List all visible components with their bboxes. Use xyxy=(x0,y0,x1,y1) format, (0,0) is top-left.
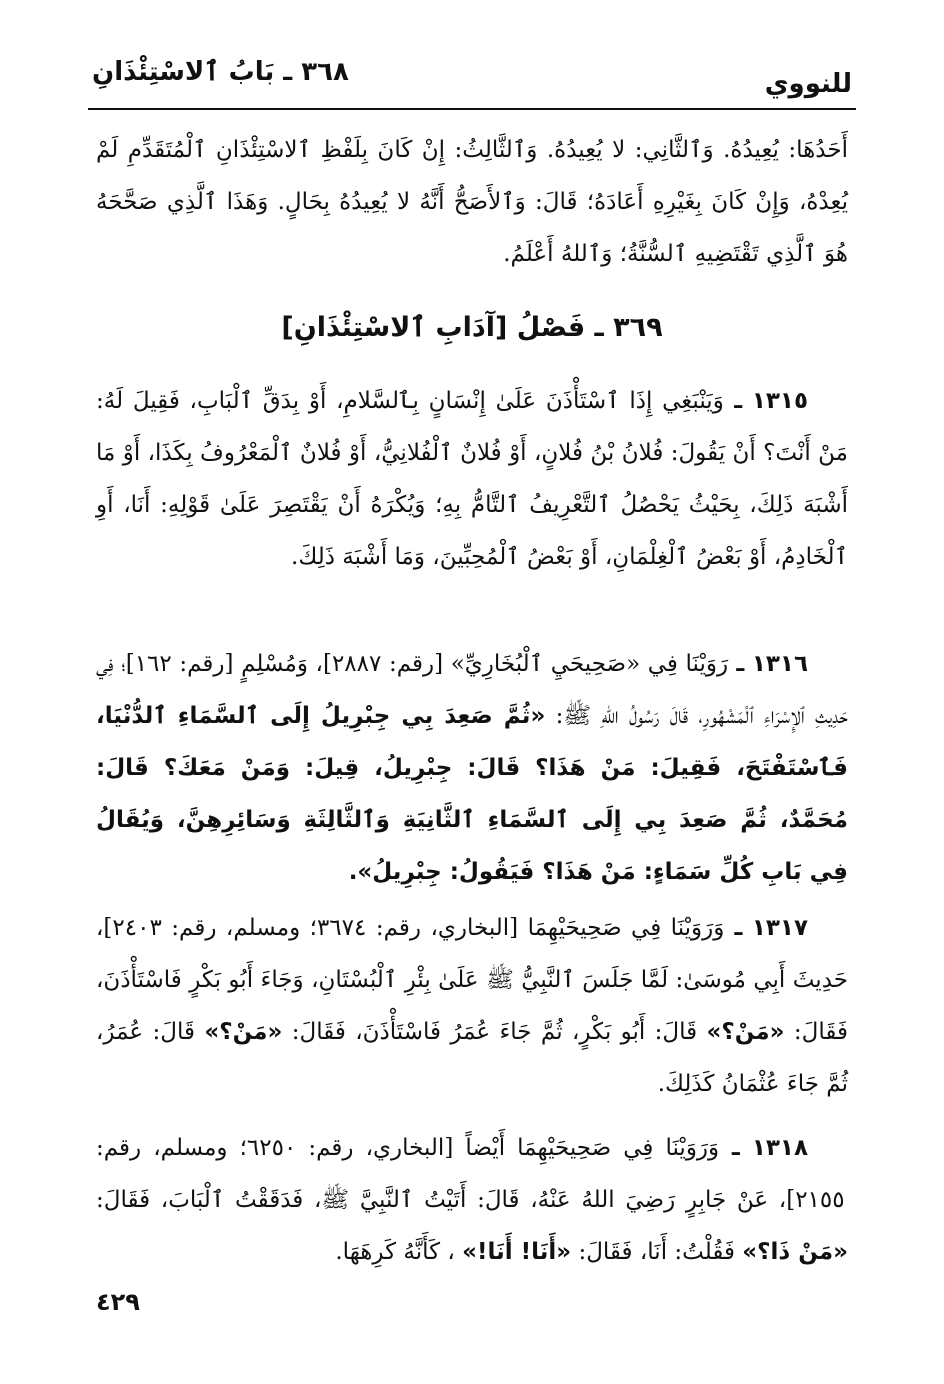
paragraph-1316 xyxy=(96,638,848,898)
paragraph-lead: وَرَوَيْنَا فِي صَحِيحَيْهِمَا [البخاري، رقم: ٣٦٧٤؛ ومسلم، رقم: ٢٤٠٣]، حَدِيثَ أَبِي مُوسَىٰ: لَمَّا جَلَسَ ٱلنَّبِيُّ ﷺ عَلَىٰ بِئْرِ ٱلْبُسْتَانِ، وَجَاءَ أَبُو بَكْرٍ فَاسْتَأْذَنَ، فَقَالَ: xyxy=(96,915,848,1045)
section-heading: ٣٦٩ ـ فَصْلُ [آدَابِ ٱلاسْتِئْذَانِ] xyxy=(281,312,663,343)
number-dash: ـ xyxy=(719,1135,740,1161)
intro-paragraph xyxy=(96,124,848,280)
paragraph-tail: ، كَأَنَّهُ كَرِهَهَا. xyxy=(335,1239,455,1265)
header-divider xyxy=(88,108,856,110)
page-number: ٤٢٩ xyxy=(96,1288,140,1316)
number-dash: ـ xyxy=(724,915,743,941)
paragraph-number: ١٣١٨ xyxy=(751,1135,808,1161)
paragraph-1317 xyxy=(96,902,848,1110)
hadith-quote: «ثُمَّ صَعِدَ بِي جِبْرِيلُ إِلَى ٱلسَّمَاءِ ٱلدُّنْيَا، فَٱسْتَفْتَحَ، فَقِيلَ: مَنْ هَذَا؟ قَالَ: جِبْرِيلُ، قِيلَ: وَمَنْ مَعَكَ؟ قَالَ: مُحَمَّدٌ، ثُمَّ صَعِدَ بِي إِلَى ٱلسَّمَاءِ ٱلثَّانِيَةِ وَٱلثَّالِثَةِ وَسَائِرِهِنَّ، وَيُقَالُ فِي بَابِ كُلِّ سَمَاءٍ: مَنْ هَذَا؟ فَيَقُولُ: جِبْرِيلُ». xyxy=(96,703,848,885)
quote-who-is-it: «مَنْ ذَا؟» xyxy=(742,1239,848,1265)
quote-who-2: «مَنْ؟» xyxy=(204,1019,283,1045)
paragraph-number: ١٣١٥ xyxy=(751,388,808,414)
paragraph-middle: فَقُلْتُ: أَنَا، فَقَالَ: xyxy=(571,1239,735,1265)
paragraph-1315 xyxy=(96,375,848,583)
paragraph-lead: وَرَوَيْنَا فِي صَحِيحَيْهِمَا أَيْضاً [البخاري، رقم: ٦٢٥٠؛ ومسلم، رقم: ٢١٥٥]، عَنْ جَابِرٍ رَضِيَ اللهُ عَنْهُ، قَالَ: أَتَيْتُ ٱلنَّبِيَّ ﷺ، فَدَقَقْتُ ٱلْبَابَ، فَقَالَ: xyxy=(96,1135,845,1213)
paragraph-number: ١٣١٧ xyxy=(751,915,808,941)
quote-who-1: «مَنْ؟» xyxy=(706,1019,785,1045)
paragraph-number: ١٣١٦ xyxy=(751,651,809,677)
quote-me-me: «أَنَا! أَنَا!» xyxy=(462,1239,572,1265)
book-title: للنووي xyxy=(764,69,852,99)
paragraph-text: وَيَنْبَغِي إِذَا ٱسْتَأْذَنَ عَلَىٰ إِنْسَانٍ بِٱلسَّلامِ، أَوْ بِدَقِّ ٱلْبَابِ، فَقِيلَ لَهُ: مَنْ أَنْتَ؟ أَنْ يَقُولَ: فُلانُ بْنُ فُلانٍ، أَوْ فُلانٌ ٱلْفُلانِيُّ، أَوْ فُلانٌ ٱلْمَعْرُوفُ بِكَذَا، أَوْ مَا أَشْبَهَ ذَلِكَ، بِحَيْثُ يَحْصُلُ ٱلتَّعْرِيفُ ٱلتَّامُّ بِهِ؛ وَيُكْرَهُ أَنْ يَقْتَصِرَ عَلَىٰ قَوْلِهِ: أَنَا، أَوِ ٱلْخَادِمُ، أَوْ بَعْضُ ٱلْغِلْمَانِ، أَوْ بَعْضُ ٱلْمُحِبِّينَ، وَمَا أَشْبَهَ ذَلِكَ. xyxy=(96,388,848,570)
paragraph-tail: قَالَ: عُمَرُ، ثُمَّ جَاءَ عُثْمَانُ كَذَلِكَ. xyxy=(96,1019,848,1097)
number-dash: ـ xyxy=(728,651,745,677)
paragraph-lead: رَوَيْنَا فِي «صَحِيحَيِ ٱلْبُخَارِيِّ» [رقم: ٢٨٨٧]، وَمُسْلِمٍ [رقم: ١٦٢]؛ فِي حَدِيثِ ٱلإِسْرَاءِ ٱلْمَشْهُورِ، قَالَ رَسُولُ اللهِ ﷺ: xyxy=(96,651,848,729)
paragraph-middle: قَالَ: أَبُو بَكْرٍ، ثُمَّ جَاءَ عُمَرُ فَاسْتَأْذَنَ، فَقَالَ: xyxy=(282,1019,698,1045)
paragraph-1318 xyxy=(96,1122,848,1278)
number-dash: ـ xyxy=(723,388,743,414)
intro-paragraph-text: أَحَدُهَا: يُعِيدُهُ. وَٱلثَّانِي: لا يُعِيدُهُ. وَٱلثَّالِثُ: إِنْ كَانَ بِلَفْظِ ٱلاسْتِئْذَانِ ٱلْمُتَقَدِّمِ لَمْ يُعِدْهُ، وَإِنْ كَانَ بِغَيْرِهِ أَعَادَهُ؛ قَالَ: وَٱلأَصَحُّ أَنَّهُ لا يُعِيدُهُ بِحَالٍ. وَهَذَا ٱلَّذِي صَحَّحَهُ هُوَ ٱلَّذِي تَقْتَضِيهِ ٱلسُّنَّةُ؛ وَٱللهُ أَعْلَمُ. xyxy=(96,137,849,267)
chapter-title: ٣٦٨ ـ بَابُ ٱلاسْتِئْذَانِ xyxy=(92,57,349,87)
running-head xyxy=(92,52,852,102)
